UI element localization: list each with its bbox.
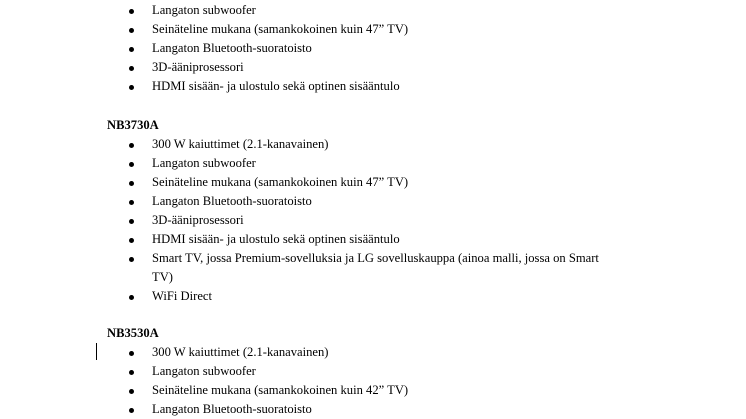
bullet-icon <box>129 257 134 262</box>
bullet-icon <box>129 238 134 243</box>
list-item: Seinäteline mukana (samankokoinen kuin 47” TV) <box>0 20 408 39</box>
list-item: HDMI sisään- ja ulostulo sekä optinen sisääntulo <box>0 230 622 249</box>
bullet-icon <box>129 85 134 90</box>
list-item: Langaton Bluetooth-suoratoisto <box>0 400 408 419</box>
section-heading-nb3730a: NB3730A <box>107 118 159 132</box>
list-item: Langaton subwoofer <box>0 1 408 20</box>
list-item: 3D-ääniprosessori <box>0 211 622 230</box>
bullet-icon <box>129 162 134 167</box>
list-item: 3D-ääniprosessori <box>0 58 408 77</box>
bullet-icon <box>129 47 134 52</box>
list-item: Seinäteline mukana (samankokoinen kuin 47” TV) <box>0 173 622 192</box>
nb3530a-feature-list <box>0 343 408 419</box>
list-item: 300 W kaiuttimet (2.1-kanavainen) <box>0 343 408 362</box>
bullet-icon <box>129 219 134 224</box>
bullet-icon <box>129 370 134 375</box>
bullet-icon <box>129 295 134 300</box>
list-item: Langaton Bluetooth-suoratoisto <box>0 192 622 211</box>
bullet-icon <box>129 9 134 14</box>
bullet-icon <box>129 351 134 356</box>
bullet-icon <box>129 181 134 186</box>
list-item: WiFi Direct <box>0 287 622 306</box>
list-item: Seinäteline mukana (samankokoinen kuin 42” TV) <box>0 381 408 400</box>
list-item: HDMI sisään- ja ulostulo sekä optinen sisääntulo <box>0 77 408 96</box>
top-feature-list <box>0 1 408 96</box>
bullet-icon <box>129 143 134 148</box>
section-heading-nb3530a: NB3530A <box>107 326 159 340</box>
list-item: Langaton subwoofer <box>0 362 408 381</box>
list-item: Langaton subwoofer <box>0 154 622 173</box>
list-item: 300 W kaiuttimet (2.1-kanavainen) <box>0 135 622 154</box>
bullet-icon <box>129 28 134 33</box>
bullet-icon <box>129 389 134 394</box>
bullet-icon <box>129 66 134 71</box>
list-item: Smart TV, jossa Premium-sovelluksia ja LG sovelluskauppa (ainoa malli, jossa on Smart TV) <box>0 249 622 287</box>
bullet-icon <box>129 200 134 205</box>
bullet-icon <box>129 408 134 413</box>
nb3730a-feature-list <box>0 135 622 306</box>
list-item: Langaton Bluetooth-suoratoisto <box>0 39 408 58</box>
